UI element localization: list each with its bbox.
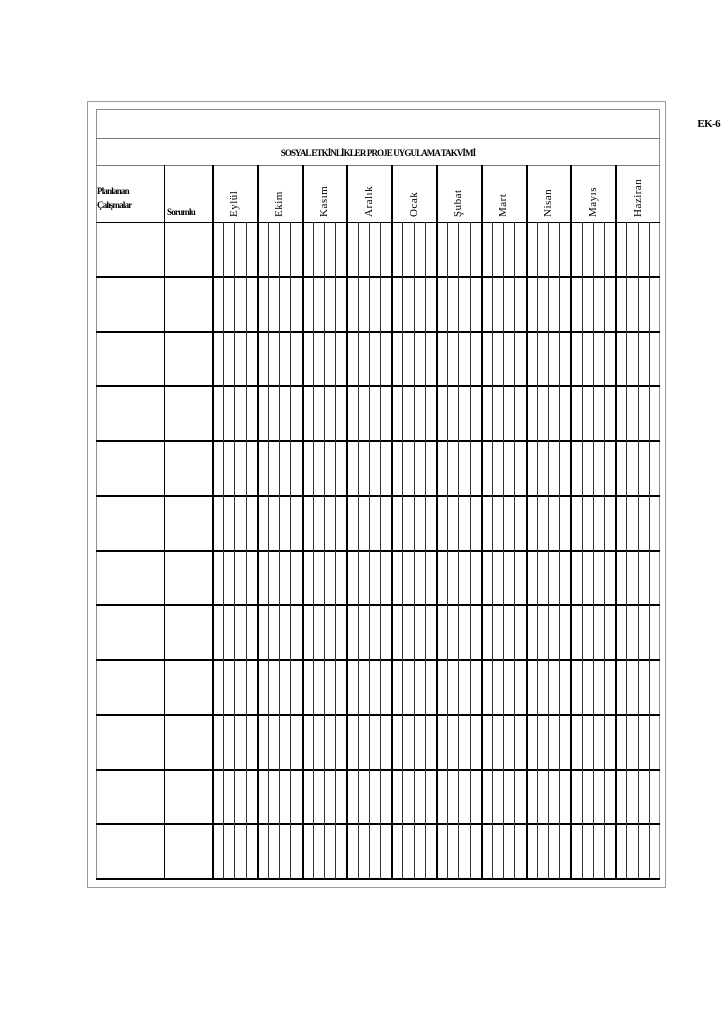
week-divider-line <box>358 222 359 879</box>
week-divider-line <box>593 222 594 879</box>
week-divider-line <box>268 222 269 879</box>
activities-column-header <box>97 184 132 212</box>
month-divider-line <box>436 165 438 879</box>
month-divider-line <box>302 165 304 879</box>
month-label: Ekim <box>273 191 285 217</box>
month-divider-line <box>526 165 528 879</box>
week-divider-line <box>290 222 291 879</box>
month-divider-line <box>346 165 348 879</box>
week-divider-line <box>313 222 314 879</box>
week-divider-line <box>234 222 235 879</box>
month-label: Ocak <box>408 191 420 217</box>
row-divider-line <box>96 276 660 278</box>
row-divider-line <box>96 659 660 661</box>
responsible-column-header: Sorumlu <box>167 207 195 217</box>
row-divider-line <box>96 440 660 442</box>
month-divider-line <box>257 165 259 879</box>
row-divider-line <box>96 878 660 880</box>
month-label: Haziran <box>632 178 644 217</box>
week-divider-line <box>458 222 459 879</box>
month-divider-line <box>570 165 572 879</box>
week-divider-line <box>492 222 493 879</box>
week-divider-line <box>548 222 549 879</box>
week-divider-line <box>470 222 471 879</box>
page-inner-border <box>96 109 660 879</box>
row-divider-line <box>96 714 660 716</box>
header-divider-top <box>96 138 660 139</box>
week-divider-line <box>582 222 583 879</box>
week-divider-line <box>447 222 448 879</box>
month-label: Mart <box>497 193 509 217</box>
annex-label: EK-6 <box>697 118 720 130</box>
week-divider-line <box>638 222 639 879</box>
responsible-column-right-line <box>212 165 214 879</box>
week-divider-line <box>324 222 325 879</box>
row-divider-line <box>96 604 660 606</box>
row-divider-line <box>96 495 660 497</box>
schedule-title: SOSYAL ETKİNLİKLER PROJE UYGULAMA TAKVİMİ <box>280 148 476 158</box>
month-divider-line <box>615 165 617 879</box>
week-divider-line <box>279 222 280 879</box>
week-divider-line <box>402 222 403 879</box>
row-divider-line <box>96 331 660 333</box>
row-divider-line <box>96 385 660 387</box>
week-divider-line <box>369 222 370 879</box>
week-divider-line <box>503 222 504 879</box>
week-divider-line <box>414 222 415 879</box>
grid-header-bottom-line <box>96 222 660 223</box>
month-divider-line <box>391 165 393 879</box>
week-divider-line <box>537 222 538 879</box>
week-divider-line <box>514 222 515 879</box>
week-divider-line <box>246 222 247 879</box>
activities-column-right-line <box>164 165 165 879</box>
month-label: Mayıs <box>587 187 599 217</box>
week-divider-line <box>380 222 381 879</box>
month-label: Nisan <box>542 188 554 217</box>
week-divider-line <box>223 222 224 879</box>
row-divider-line <box>96 769 660 771</box>
row-divider-line <box>96 550 660 552</box>
header-divider-title <box>96 165 660 166</box>
activities-header-line-1: Planlanan <box>97 186 129 196</box>
month-label: Şubat <box>452 189 464 217</box>
month-label: Aralık <box>363 185 375 217</box>
month-divider-line <box>481 165 483 879</box>
month-label: Eylül <box>228 190 240 217</box>
week-divider-line <box>604 222 605 879</box>
week-divider-line <box>626 222 627 879</box>
week-divider-line <box>559 222 560 879</box>
row-divider-line <box>96 823 660 825</box>
activities-header-line-2: Çalışmalar <box>97 200 132 210</box>
week-divider-line <box>425 222 426 879</box>
week-divider-line <box>335 222 336 879</box>
month-label: Kasım <box>318 185 330 217</box>
week-divider-line <box>649 222 650 879</box>
